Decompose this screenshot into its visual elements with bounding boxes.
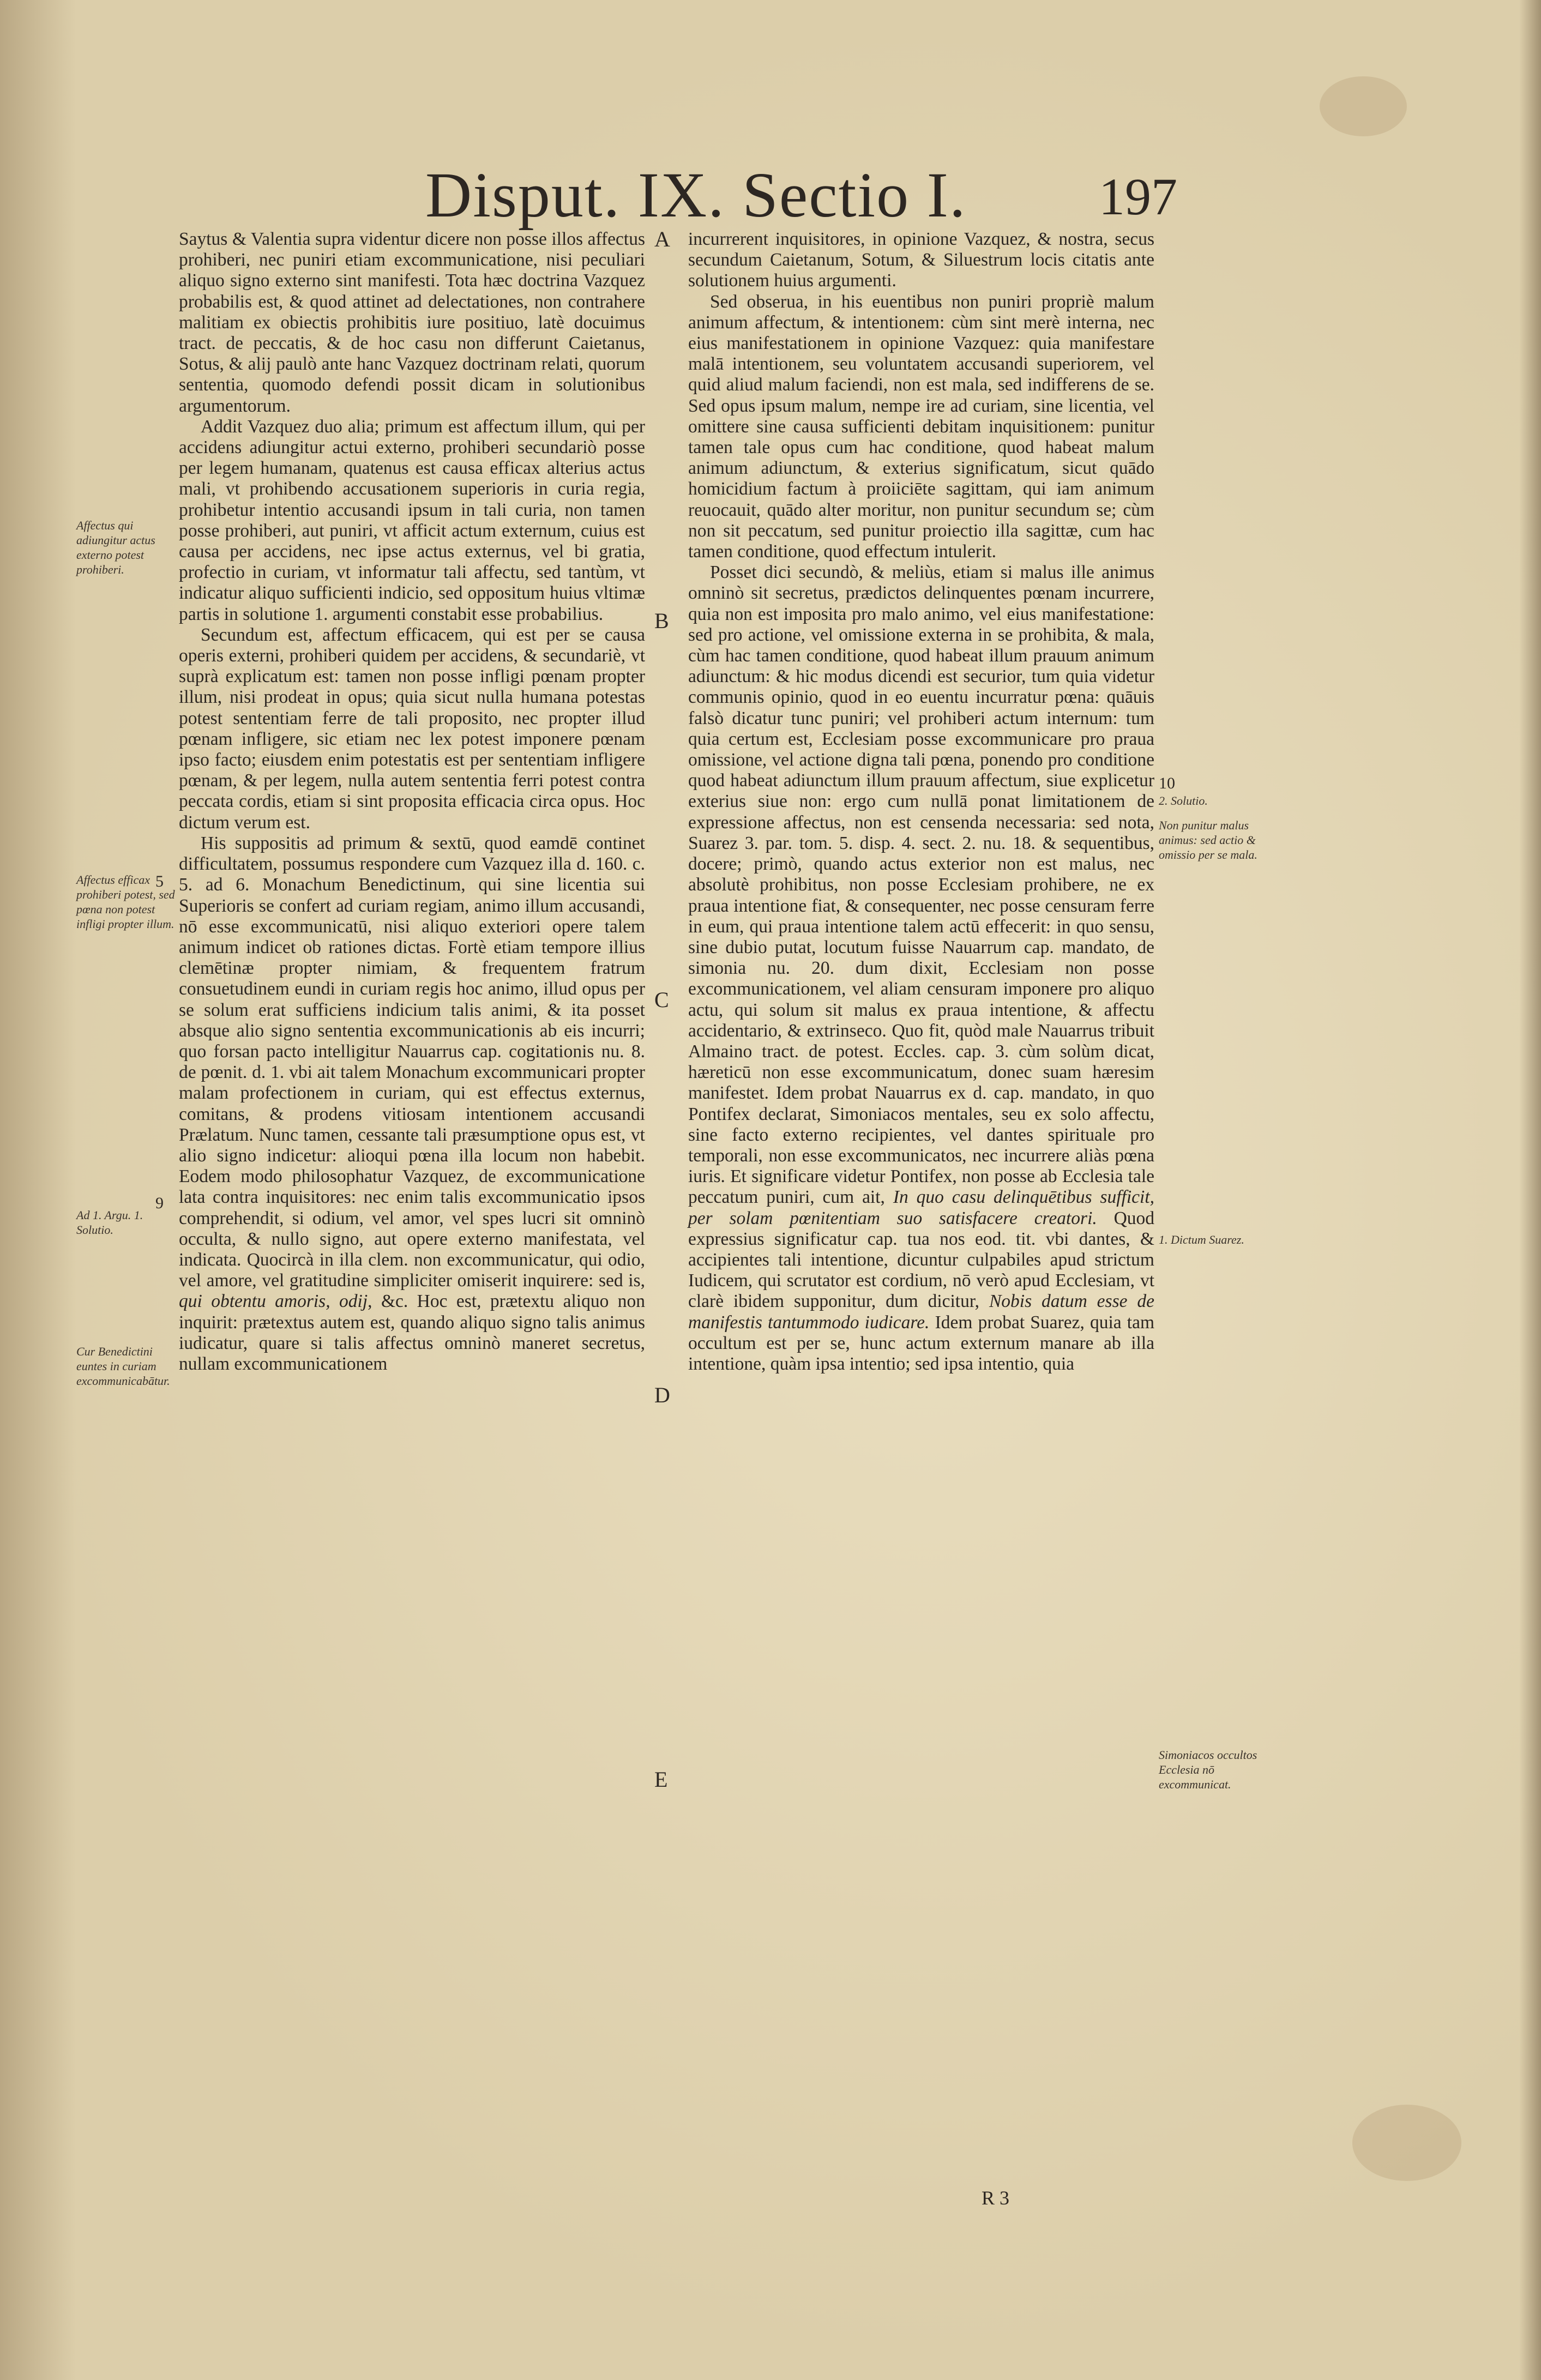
left-paragraph-4-text: His suppositis ad primum & sextū, quod eamdē continet difficultatem, possumus respondere cum Vazquez illa d. 160. c. 5. ad 6. Monachum Benedictinum, qui sine licentia sui Superioris se confert ad curiam regiam, animo illum accusandi, nō esse excommunicatū, nisi aliquo exteriori opere talem animum indicet ob rationes dictas. Fortè etiam tempore illius clemētinæ propter nimiam, & frequentem fratrum consuetudinem eundi in curiam regis hoc animo, illud opus per se solum erat sufficiens indicium talis animi, & ita posset absque alio signo sententia excommunicationis ab eis incurri; quo forsan pacto intelligitur Nauarrus cap. cogitationis nu. 8. de pœnit. d. 1. vbi ait talem Monachum excommunicari propter malam profectionem in curiam, qui est effectus externus, comitans, & prodens vitiosam intentionem accusandi Prælatum. Nunc tamen, cessante tali præsumptione opus est, vt alio signo indicetur: alioqui pœna illa locum non habebit. Eodem modo philosophatur Vazquez, de excommunicatione lata contra inquisitores: nec enim talis excommunicatio ipsos comprehendit, si odium, vel amor, vel spes lucri sit omninò occulta, & nullo signo, aut opere externo manifestata, vel indicata. Quocircà in illa clem. non excommunicatur, qui odio, vel amore, vel gratitudine simpliciter omiserit inquirere: sed is,: [179, 833, 645, 1291]
left-paragraph-3: Secundum est, affectum efficacem, qui est per se causa operis externi, prohiberi quidem per accidens, & secundariè, vt suprà explicatum est: tamen non posse infligi pœnam propter illum, nisi prodeat in opus; quia sicut nulla humana potestas potest sententiam ferre de tali proposito, nec propter illud pœnam infligere, sic etiam nec lex potest imponere pœnam ipso facto; eiusdem enim potestatis est per sententiam infligere pœnam, & per legem, nulla autem sententia ferri potest contra peccata cordis, etiam si sint proposita efficacia circa opus. Hoc dictum verum est.: [179, 624, 645, 833]
page-number: 197: [1099, 167, 1177, 226]
margin-gloss-right-4: Simoniacos occultos Ecclesia nō excommunicat.: [1159, 1748, 1257, 1791]
margin-gloss-right-1: 2. Solutio.: [1159, 794, 1208, 808]
right-paragraph-3: [688, 562, 1154, 1375]
margin-gloss-left-3: Ad 1. Argu. 1. Solutio.: [76, 1208, 143, 1237]
left-paragraph-1: Saytus & Valentia supra videntur dicere non posse illos affectus prohiberi, nec puniri etiam excommunicatione, nisi peculiari aliquo signo externo sint manifesti. Tota hæc doctrina Vazquez probabilis est, & quod attinet ad delectationes, non contrahere malitiam ex obiectis prohibitis iure positiuo, latè docuimus tract. de peccatis, & de hoc casu non differunt Caietanus, Sotus, & alij paulò ante hanc Vazquez doctrinam relati, quorum sententia, quomodo defendi possit dicam in solutionibus argumentorum.: [179, 229, 645, 416]
right-paragraph-3-italic: In quo casu delinquētibus sufficit, per solam pœnitentiam suo satisfacere creatori.: [688, 1187, 1155, 1228]
page-header: [425, 158, 1189, 240]
section-marker-e: E: [654, 1767, 668, 1792]
left-paragraph-4-end: , &c. Hoc est, prætextu aliquo non inquirit: prætextus autem est, quando aliquo signo talis animus iudicatur, quare si talis affectus omninò maneret secretus, nullam excommunicationem: [179, 1291, 645, 1374]
paper-stain: [1320, 76, 1407, 136]
section-marker-d: D: [654, 1383, 670, 1407]
section-marker-c: C: [654, 987, 669, 1012]
left-paragraph-4-italic: qui obtentu amoris, odij: [179, 1291, 368, 1312]
left-paragraph-2: Addit Vazquez duo alia; primum est affectum illum, qui per accidens adiungitur actui externo, prohiberi secundariò posse per legem humanam, quatenus est causa efficax alterius actus mali, vt prohibendo accusationem superioris in curia regia, prohibetur intentio accusandi ipsum in tali curia, non tamen posse prohiberi, aut puniri, vt afficit actum externum, cuius est causa per accidens, nec ipse actus externus, vel bi gratia, profectio in curiam, vt informatur tali affectu, sed tantùm, vt indicatur aliquo sufficienti indicio, sed oppositum huius vltimæ partis in solutione 1. argumenti constabit esse probabilius.: [179, 416, 645, 624]
line-number-9: 9: [155, 1194, 164, 1212]
paper-stain: [1352, 2105, 1461, 2181]
margin-gloss-right-2: Non punitur malus animus: sed actio & omissio per se mala.: [1159, 818, 1257, 861]
running-title: Disput. IX. Sectio I.: [425, 159, 967, 231]
margin-gloss-left-1: Affectus qui adiungitur actus externo potest prohiberi.: [76, 519, 155, 576]
right-paragraph-3-italic-2: Nobis datum esse de manifestis tantummodo iudicare.: [688, 1291, 1154, 1333]
right-paragraph-3-cont: Quod expressius significatur cap. tua nos eod. tit. vbi dantes, & accipientes tali intentione, dicuntur culpabiles apud strictum Iudicem, qui scrutator est cordium, nō verò apud Ecclesiam, vt clarè ibidem supponitur, dum dicitur,: [688, 1208, 1155, 1312]
right-paragraph-2: Sed obserua, in his euentibus non puniri propriè malum animum affectum, & intentionem: cùm sint merè interna, nec eius manifestationem in opinione Vazquez: quia manifestare malā intentionem, seu voluntatem accusandi superiorem, vel quid aliud malum faciendi, non est mala, sed indifferens de se. Sed opus ipsum malum, nempe ire ad curiam, sine licentia, vel omittere sine causa sufficienti debitam inquisitionem: punitur tamen tale opus cum hac conditione, quod habeat malum animum adiunctum, & exterius significatum, sicut quādo homicidium factum à proiiciēte sagittam, qui iam animum reuocauit, quādo alter moritur, non punitur secundum se; cùm non sit peccatum, sed punitur proiectio illa sagittæ, cum hac tamen conditione, quod effectum intulerit.: [688, 291, 1154, 562]
left-paragraph-4: [179, 833, 645, 1375]
right-column: [688, 229, 1154, 1375]
left-column: [179, 229, 645, 1375]
section-marker-b: B: [654, 608, 669, 633]
section-marker-a: A: [654, 227, 670, 251]
line-number-10: 10: [1159, 774, 1175, 792]
line-number-5: 5: [155, 872, 164, 890]
margin-gloss-left-2: Affectus efficax prohiberi potest, sed pœna non potest infligi propter illum.: [76, 873, 175, 931]
margin-gloss-right-3: 1. Dictum Suarez.: [1159, 1233, 1244, 1246]
margin-gloss-left-4: Cur Benedictini euntes in curiam excommunicabātur.: [76, 1345, 170, 1388]
right-paragraph-3-text: Posset dici secundò, & meliùs, etiam si malus ille animus omninò sit secretus, prædictos delinquentes pœnam incurrere, quia non est imposita pro malo animo, vel eius manifestatione: sed pro actione, vel omissione externa in se prohibita, & mala, cùm hac tamen conditione, quod habeat illum prauum animum adiunctum: & hic modus dicendi est securior, tum quia videtur communis opinio, quod in eo euentu incurratur pœna: quāuis falsò dicatur tunc puniri; vel prohiberi actum internum: tum quia certum est, Ecclesiam posse excommunicare pro praua omissione, vel actione digna tali pœna, ponendo pro conditione quod habeat adiunctum illum prauum affectum, siue explicetur exterius siue non: ergo cum nullā ponat limitationem de expressione affectus, non est censenda necessaria: sed nota, Suarez 3. par. tom. 5. disp. 4. sect. 2. nu. 18. & sequentibus, docere; primò, quando actus exterior non est malus, nec absolutè prohibitus, non posse Ecclesiam prohibere, ne ex praua intentione fiat, & consequenter, nec posse censuram ferre in eum, qui praua intentione talem actū effecerit: in quo sensu, sine dubio putat, locutum fuisse Nauarrum cap. mandato, de simonia nu. 20. dum dixit, Ecclesiam non posse excommunicationem, vel aliam censuram imponere pro aliquo actu, qui solum sit malus ex praua intentione, & affectu accidentario, & extrinseco. Quo fit, quòd male Nauarrus tribuit Almaino tract. de potest. Eccles. cap. 3. cùm solùm dicat, hæreticū non esse excommunicatum, donec suam hæresim manifestet. Idem probat Nauarrus ex d. cap. mandato, in quo Pontifex declarat, Simoniacos mentales, seu ex solo affectu, sine facto externo recipientes, vel dantes spirituale pro temporali, non esse excommunicatos, nec incurrere aliàs pœna iuris. Et significare videtur Pontifex, non posse ab Ecclesia tale peccatum puniri, cum ait,: [688, 562, 1154, 1208]
right-paragraph-3-end: Idem probat Suarez, quia tam occultum est per se, hunc actum externum manare ab illa intentione, quàm ipsa intentio; sed ipsa intentio, quia: [688, 1312, 1155, 1374]
page-edge-shadow: [1519, 0, 1541, 2380]
right-paragraph-1: incurrerent inquisitores, in opinione Vazquez, & nostra, secus secundum Caietanum, Sotum, & Siluestrum locis citatis ante solutionem huius argumenti.: [688, 229, 1154, 291]
catchword-signature: R 3: [982, 2187, 1010, 2209]
